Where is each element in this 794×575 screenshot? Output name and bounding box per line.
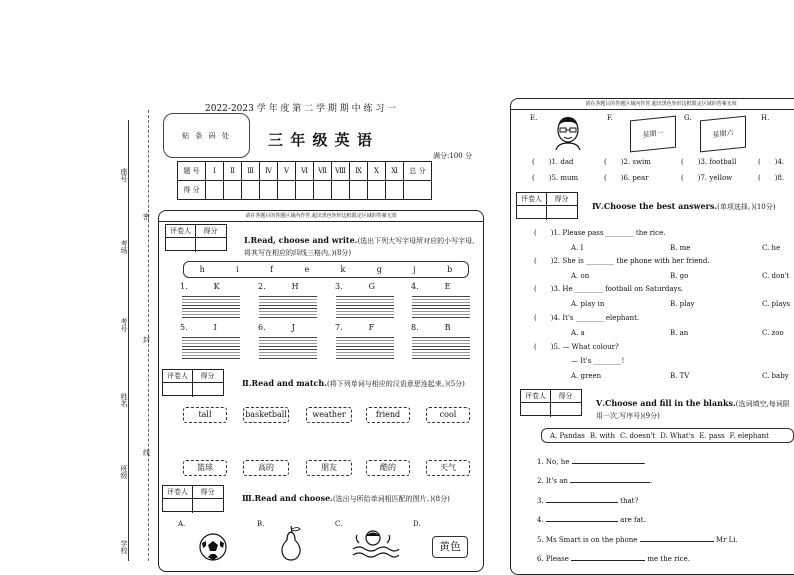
answer-blank[interactable] [572, 463, 644, 464]
letter-item-8 [411, 323, 451, 332]
answer-blank[interactable] [546, 521, 618, 522]
choice-word: )4. [774, 158, 785, 166]
score-cell[interactable] [332, 181, 350, 200]
writing-lines[interactable] [336, 335, 394, 359]
capital-letter: B [444, 323, 451, 332]
word-option: C. doesn't [620, 431, 656, 440]
score-cell[interactable] [224, 181, 242, 200]
item-number: 6. [258, 323, 266, 332]
match-meaning[interactable]: 朋友 [306, 460, 352, 476]
letter-option: i [236, 265, 239, 274]
seat-number-label: 座号 [120, 168, 128, 182]
grader-score: 得分 [554, 195, 569, 203]
grader-reviewer: 评卷人 [166, 225, 196, 237]
choice-word: )3. football [697, 158, 737, 166]
mc-question-1 [534, 229, 665, 237]
choice-word: )1. dad [548, 158, 574, 166]
grader-blank[interactable] [517, 206, 547, 220]
choice-7[interactable] [681, 174, 732, 182]
exam-room-label: 考场 [120, 240, 128, 254]
col-6: Ⅵ [296, 162, 314, 181]
capital-letter: K [213, 282, 220, 291]
paren: ( [604, 158, 607, 166]
blank-prefix: 4. [537, 516, 544, 524]
match-word[interactable]: tall [183, 407, 227, 423]
item-number: 5. [180, 323, 188, 332]
item-number: 4. [411, 282, 419, 291]
writing-lines[interactable] [412, 335, 470, 359]
class-label: 班级 [120, 465, 128, 479]
grader-blank[interactable] [193, 383, 222, 397]
answer-blank[interactable] [640, 541, 714, 542]
mc-option-c: C. zoo [762, 329, 784, 337]
match-word[interactable]: weather [306, 407, 352, 423]
letter-bank [183, 261, 469, 278]
grader-blank[interactable] [193, 499, 222, 513]
writing-lines[interactable] [259, 335, 317, 359]
letter-item-7 [335, 323, 374, 332]
grader-reviewer: 评卷人 [517, 193, 547, 205]
mc-option-a: A. green [571, 372, 602, 380]
mc-question-4 [534, 314, 639, 322]
panel-notice: 请在各题目的答题区域内作答,超出黑色矩形边框限定区域的答案无效 [159, 211, 483, 222]
section2-heading [242, 378, 465, 389]
letter-option: h [199, 265, 205, 274]
writing-lines[interactable] [412, 294, 470, 318]
calendar-monday-text: 星期一 [642, 128, 664, 140]
grader-blank[interactable] [163, 383, 193, 397]
grader-score: 得分 [203, 227, 218, 235]
section2-title: Ⅱ.Read and match. [242, 378, 328, 388]
swimmer-icon [351, 527, 401, 559]
question-text: )5. — What colour? [550, 343, 619, 351]
score-cell[interactable] [296, 181, 314, 200]
grader-score: 得分 [558, 392, 573, 400]
col-10: Ⅹ [368, 162, 386, 181]
pic-label-c: C. [335, 520, 343, 528]
col-1: Ⅰ [206, 162, 224, 181]
letter-option: g [376, 265, 382, 274]
word-option: B. with [589, 431, 615, 440]
mc-question-2 [534, 257, 710, 265]
mc-option-b: B. me [670, 244, 691, 252]
paren: ( [532, 174, 535, 182]
mc-option-b: B. go [670, 272, 689, 280]
question-text: )1. Please pass ________ the rice. [550, 229, 666, 237]
choice-6[interactable] [604, 174, 649, 182]
row-label-question: 题 号 [178, 162, 206, 181]
choice-2[interactable] [604, 158, 651, 166]
score-cell[interactable] [404, 181, 432, 200]
fill-blank-1 [537, 458, 646, 466]
grader-box-4 [516, 192, 578, 219]
grader-box-2 [162, 369, 224, 396]
section1-heading [244, 235, 476, 259]
section5-heading [596, 398, 794, 422]
letter-item-5 [180, 323, 217, 332]
name-label: 姓名 [120, 393, 128, 407]
mc-option-a: A. play in [571, 300, 605, 308]
fill-blank-3 [537, 497, 638, 505]
letter-option: j [413, 265, 416, 274]
section1-instruction: (选出下列大写字母所对应的小写字母,将其写在相应的四线三格内。)(8分) [244, 237, 475, 257]
football-icon [198, 532, 228, 561]
pic-label-f: F. [607, 114, 613, 122]
paren: ( [604, 174, 607, 182]
exam-number-label: 考号 [120, 318, 128, 332]
blank-suffix: that? [620, 497, 639, 505]
exam-title: 2022-2023 学 年 度 第 二 学 期 期 中 练 习 一 [205, 104, 397, 114]
item-number: 1. [180, 282, 188, 291]
mc-option-c: C. baby [762, 372, 789, 380]
item-number: 7. [335, 323, 343, 332]
choice-word: )7. yellow [697, 174, 733, 182]
letter-option: k [340, 265, 346, 274]
score-cell[interactable] [278, 181, 296, 200]
school-label: 学校 [120, 540, 128, 554]
word-option: D. What's [660, 431, 695, 440]
section3-heading [242, 493, 450, 504]
seal-mark-2: 封 [143, 336, 150, 344]
match-meaning[interactable]: 篮球 [183, 460, 227, 476]
capital-letter: E [444, 282, 451, 291]
score-cell[interactable] [314, 181, 332, 200]
section3-title: Ⅲ.Read and choose. [242, 493, 333, 503]
binding-line [128, 120, 129, 561]
choice-4[interactable] [758, 158, 784, 166]
mc-question-5 [534, 343, 619, 351]
calendar-monday [630, 116, 676, 153]
choice-word: )2. swim [620, 158, 651, 166]
letter-option: f [270, 265, 274, 274]
blank-prefix: 5. Ms Smart is on the phone [537, 536, 638, 544]
choice-8[interactable] [758, 174, 784, 182]
mc-option-a: A. on [571, 272, 590, 280]
grader-score: 得分 [200, 372, 215, 380]
paren: ( [532, 158, 535, 166]
pic-label-e: E. [530, 114, 538, 122]
writing-lines[interactable] [182, 335, 240, 359]
col-5: Ⅴ [278, 162, 296, 181]
word-option: F. elephant [729, 431, 769, 440]
grader-reviewer: 评卷人 [163, 486, 193, 498]
mc-option-a: A. a [571, 329, 585, 337]
blank-suffix: . [650, 477, 653, 485]
fill-blank-4 [537, 516, 646, 524]
grade-title: 三 年 级 英 语 [268, 131, 373, 149]
col-11: Ⅺ [386, 162, 404, 181]
word-option: E. pass [699, 431, 725, 440]
paren[interactable]: ( [534, 314, 537, 322]
grader-reviewer: 评卷人 [163, 370, 193, 382]
score-cell[interactable] [260, 181, 278, 200]
choice-1[interactable] [532, 158, 574, 166]
blank-prefix: 3. [537, 497, 544, 505]
writing-lines[interactable] [182, 294, 240, 318]
capital-letter: H [291, 282, 299, 291]
choice-word: )5. mum [548, 174, 579, 182]
col-2: Ⅱ [224, 162, 242, 181]
grader-blank[interactable] [521, 403, 551, 417]
letter-option: b [447, 265, 453, 274]
grader-blank[interactable] [166, 238, 196, 252]
fill-blank-2 [537, 477, 652, 485]
mc-option-a: A. I [571, 244, 584, 252]
blank-prefix: 1. No, he [537, 458, 570, 466]
dad-face-icon [552, 114, 584, 150]
pear-icon [278, 524, 304, 561]
item-number: 2. [258, 282, 266, 291]
section4-instruction: (单项选择。)(10分) [717, 203, 776, 211]
paren[interactable]: ( [534, 229, 537, 237]
letter-item-1 [180, 282, 220, 291]
score-cell[interactable] [368, 181, 386, 200]
fill-blank-5 [537, 536, 738, 544]
full-score: 满分:100 分 [433, 152, 472, 160]
fill-blank-6 [537, 555, 690, 563]
writing-lines[interactable] [336, 294, 394, 318]
capital-letter: F [368, 323, 375, 332]
col-7: Ⅶ [314, 162, 332, 181]
mc-option-c: C. plays [762, 300, 790, 308]
mc-question-5-reply: — It's ________! [571, 357, 625, 365]
yellow-character-card: 黄色 [432, 536, 468, 558]
question-text: )3. He ________ football on Saturdays. [550, 285, 684, 293]
barcode-label: 贴 条 码 处 [182, 131, 231, 140]
score-cell[interactable] [350, 181, 368, 200]
capital-letter: J [291, 323, 295, 332]
col-3: Ⅲ [242, 162, 260, 181]
section5-title: Ⅴ.Choose and fill in the blanks. [596, 398, 736, 408]
section4-title: Ⅳ.Choose the best answers. [592, 201, 718, 211]
paren[interactable]: ( [534, 257, 537, 265]
capital-letter: G [368, 282, 376, 291]
pic-label-a: A. [178, 520, 186, 528]
item-number: 8. [411, 323, 419, 332]
writing-lines[interactable] [259, 294, 317, 318]
grader-box-1 [165, 224, 227, 251]
paren: ( [758, 174, 761, 182]
item-number: 3. [335, 282, 343, 291]
mc-option-b: B. play [670, 300, 695, 308]
paren[interactable]: ( [534, 343, 537, 351]
grader-reviewer: 评卷人 [521, 390, 551, 402]
mc-option-b: B. an [670, 329, 689, 337]
section2-instruction: (将下列单词与相应的汉语意思连起来。)(5分) [327, 380, 465, 388]
blank-suffix: Mr Li. [715, 536, 738, 544]
grader-box-3 [162, 485, 224, 512]
blank-suffix: are fat. [620, 516, 646, 524]
grader-blank[interactable] [547, 206, 576, 220]
paren[interactable]: ( [534, 285, 537, 293]
word-option: A. Pandas [550, 431, 585, 440]
section1-title: Ⅰ.Read, choose and write. [244, 235, 358, 245]
answer-blank[interactable] [546, 502, 618, 503]
pic-label-h: H. [761, 114, 770, 122]
barcode-area [163, 113, 250, 158]
panel-notice: 请在各题目的答题区域内作答,超出黑色矩形边框限定区域的答案无效 [511, 99, 794, 110]
seal-mark-3: 线 [143, 449, 150, 457]
section3-instruction: (选出与所给单词相匹配的图片。)(8分) [332, 495, 450, 503]
choice-5[interactable] [532, 174, 578, 182]
col-total: 总 分 [404, 162, 432, 181]
pic-label-g: G. [684, 114, 692, 122]
match-meaning[interactable]: 天气 [426, 460, 470, 476]
mc-option-c: C. don't [762, 272, 790, 280]
pic-label-b: B. [257, 520, 265, 528]
grader-blank[interactable] [551, 403, 580, 417]
blank-prefix: 2. It's an [537, 477, 568, 485]
score-cell[interactable] [206, 181, 224, 200]
choice-word: )6. pear [620, 174, 649, 182]
paren: ( [681, 174, 684, 182]
match-meaning[interactable]: 酷的 [366, 460, 410, 476]
score-cell[interactable] [242, 181, 260, 200]
question-text: )4. It's ________ elephant. [550, 314, 640, 322]
choice-word: )8. [774, 174, 785, 182]
score-table [177, 161, 432, 200]
grader-box-5 [520, 389, 582, 416]
blank-suffix: . [643, 458, 646, 466]
letter-item-4 [411, 282, 450, 291]
match-word[interactable]: basketball [243, 407, 289, 423]
mc-question-3 [534, 285, 683, 293]
match-word[interactable]: cool [426, 407, 470, 423]
answer-blank[interactable] [570, 482, 650, 483]
col-9: Ⅸ [350, 162, 368, 181]
grader-score: 得分 [200, 488, 215, 496]
match-meaning[interactable]: 高的 [243, 460, 289, 476]
calendar-saturday [700, 116, 746, 153]
grader-blank[interactable] [163, 499, 193, 513]
calendar-saturday-text: 星期六 [712, 128, 734, 140]
match-word[interactable]: friend [366, 407, 410, 423]
blank-suffix: me the rice. [647, 555, 690, 563]
mc-option-b: B. TV [670, 372, 690, 380]
row-label-score: 得 分 [178, 181, 206, 200]
choice-3[interactable] [681, 158, 736, 166]
letter-option: e [304, 265, 310, 274]
letter-item-2 [258, 282, 299, 291]
section5-instruction: (选词填空,每词限用一次,写序号)(9分) [596, 400, 790, 420]
word-bank [541, 428, 794, 443]
capital-letter: I [213, 323, 217, 332]
seal-mark-1: 密 [143, 213, 150, 221]
section4-heading [592, 201, 775, 212]
mc-option-c: C. he [762, 244, 781, 252]
col-4: Ⅳ [260, 162, 278, 181]
letter-item-3 [335, 282, 375, 291]
question-text: )2. She is ________ the phone with her friend. [550, 257, 710, 265]
paren: ( [758, 158, 761, 166]
letter-item-6 [258, 323, 295, 332]
score-cell[interactable] [386, 181, 404, 200]
grader-blank[interactable] [196, 238, 225, 252]
pic-label-d: D. [413, 520, 421, 528]
paren: ( [681, 158, 684, 166]
blank-prefix: 6. Please [537, 555, 569, 563]
col-8: Ⅷ [332, 162, 350, 181]
